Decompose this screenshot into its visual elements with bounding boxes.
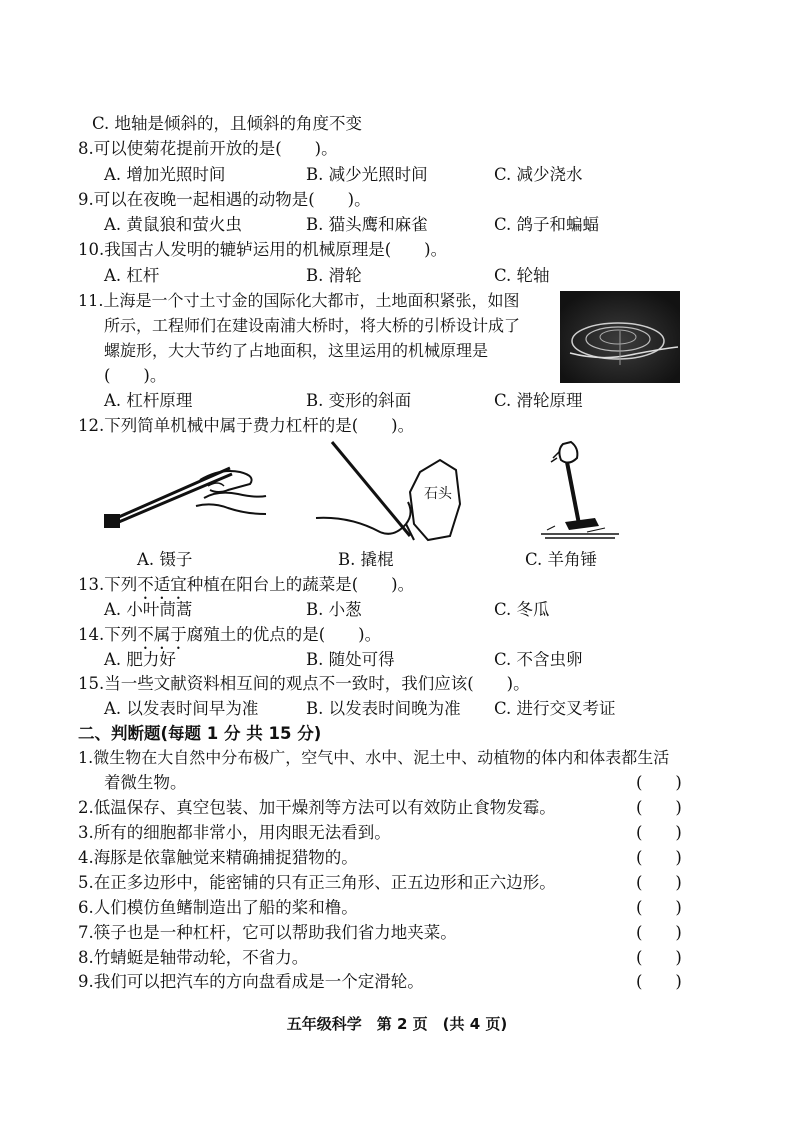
tweezers-image: [100, 450, 270, 540]
q12-caption-a: A. 镊子: [137, 550, 193, 569]
judge-2: 2.低温保存、真空包装、加干燥剂等方法可以有效防止食物发霉。: [78, 798, 556, 817]
q10-option-c: C. 轮轴: [494, 266, 550, 285]
q11-line-4: ( )。: [104, 366, 167, 385]
q10-stem: 10.我国古人发明的辘轳运用的机械原理是( )。: [78, 240, 448, 259]
judge-9: 9.我们可以把汽车的方向盘看成是一个定滑轮。: [78, 972, 424, 991]
q11-line-2: 所示，工程师们在建设南浦大桥时，将大桥的引桥设计成了: [104, 316, 521, 335]
q9-option-c: C. 鸽子和蝙蝠: [494, 215, 600, 234]
q13-option-b: B. 小葱: [306, 600, 362, 619]
stone-label: 石头: [424, 486, 452, 502]
judge-9-answer-blank[interactable]: ( ): [636, 972, 682, 991]
q9-option-a: A. 黄鼠狼和萤火虫: [104, 215, 242, 234]
judge-2-answer-blank[interactable]: ( ): [636, 798, 682, 817]
judge-4: 4.海豚是依靠触觉来精确捕捉猎物的。: [78, 848, 358, 867]
q12-caption-c: C. 羊角锤: [525, 550, 598, 569]
q11-line-3: 螺旋形，大大节约了占地面积，这里运用的机械原理是: [104, 341, 489, 360]
judge-6-answer-blank[interactable]: ( ): [636, 898, 682, 917]
q14-stem-post: 腐殖土的优点的是( )。: [186, 625, 382, 644]
q13-stem-emphasis: 不适宜: [137, 575, 187, 594]
q11-option-a: A. 杠杆原理: [104, 391, 193, 410]
q13-stem-post: 种植在阳台上的蔬菜是( )。: [186, 575, 415, 594]
q13-option-a: A. 小叶茼蒿: [104, 600, 193, 619]
judge-1-line-2: 着微生物。: [104, 773, 187, 792]
spiral-bridge-photo: [560, 291, 680, 383]
judge-1-answer-blank[interactable]: ( ): [636, 773, 682, 792]
q13-stem-pre: 13.下列: [78, 575, 138, 594]
judge-6: 6.人们模仿鱼鳍制造出了船的桨和橹。: [78, 898, 358, 917]
q8-stem: 8.可以使菊花提前开放的是( )。: [78, 139, 338, 158]
q10-option-a: A. 杠杆: [104, 266, 160, 285]
q10-option-b: B. 滑轮: [306, 266, 362, 285]
q14-stem-emphasis: 不属于: [137, 625, 187, 644]
judge-8: 8.竹蜻蜓是轴带动轮，不省力。: [78, 948, 309, 967]
judge-3-answer-blank[interactable]: ( ): [636, 823, 682, 842]
judge-7: 7.筷子也是一种杠杆，它可以帮助我们省力地夹菜。: [78, 923, 457, 942]
q12-caption-b: B. 撬棍: [338, 550, 394, 569]
q9-option-b: B. 猫头鹰和麻雀: [306, 215, 428, 234]
judge-5: 5.在正多边形中，能密铺的只有正三角形、正五边形和正六边形。: [78, 873, 556, 892]
section-2-title: 二、判断题(每题 1 分 共 15 分): [78, 724, 322, 743]
q14-option-c: C. 不含虫卵: [494, 650, 583, 669]
judge-1-line-1: 1.微生物在大自然中分布极广，空气中、水中、泥土中、动植物的体内和体表都生活: [78, 748, 670, 767]
judge-7-answer-blank[interactable]: ( ): [636, 923, 682, 942]
q11-option-c: C. 滑轮原理: [494, 391, 583, 410]
judge-8-answer-blank[interactable]: ( ): [636, 948, 682, 967]
q15-option-c: C. 进行交叉考证: [494, 699, 616, 718]
q8-option-a: A. 增加光照时间: [104, 165, 226, 184]
page-footer: 五年级科学 第 2 页 (共 4 页): [286, 1015, 508, 1033]
q11-option-b: B. 变形的斜面: [306, 391, 412, 410]
q14-option-b: B. 随处可得: [306, 650, 395, 669]
q8-option-b: B. 减少光照时间: [306, 165, 428, 184]
q11-line-1: 11.上海是一个寸土寸金的国际化大都市，土地面积紧张，如图: [78, 291, 520, 310]
q15-stem: 15.当一些文献资料相互间的观点不一致时，我们应该( )。: [78, 674, 530, 693]
q14-option-a: A. 肥力好: [104, 650, 176, 669]
q15-option-b: B. 以发表时间晚为准: [306, 699, 461, 718]
judge-5-answer-blank[interactable]: ( ): [636, 873, 682, 892]
q9-stem: 9.可以在夜晚一起相遇的动物是( )。: [78, 190, 371, 209]
claw-hammer-image: [535, 436, 625, 541]
q13-option-c: C. 冬瓜: [494, 600, 550, 619]
q8-option-c: C. 减少浇水: [494, 165, 583, 184]
q7-option-c: C. 地轴是倾斜的，且倾斜的角度不变: [92, 114, 363, 133]
judge-4-answer-blank[interactable]: ( ): [636, 848, 682, 867]
q15-option-a: A. 以发表时间早为准: [104, 699, 259, 718]
judge-3: 3.所有的细胞都非常小，用肉眼无法看到。: [78, 823, 391, 842]
q14-stem-pre: 14.下列: [78, 625, 138, 644]
q12-stem: 12.下列简单机械中属于费力杠杆的是( )。: [78, 416, 415, 435]
